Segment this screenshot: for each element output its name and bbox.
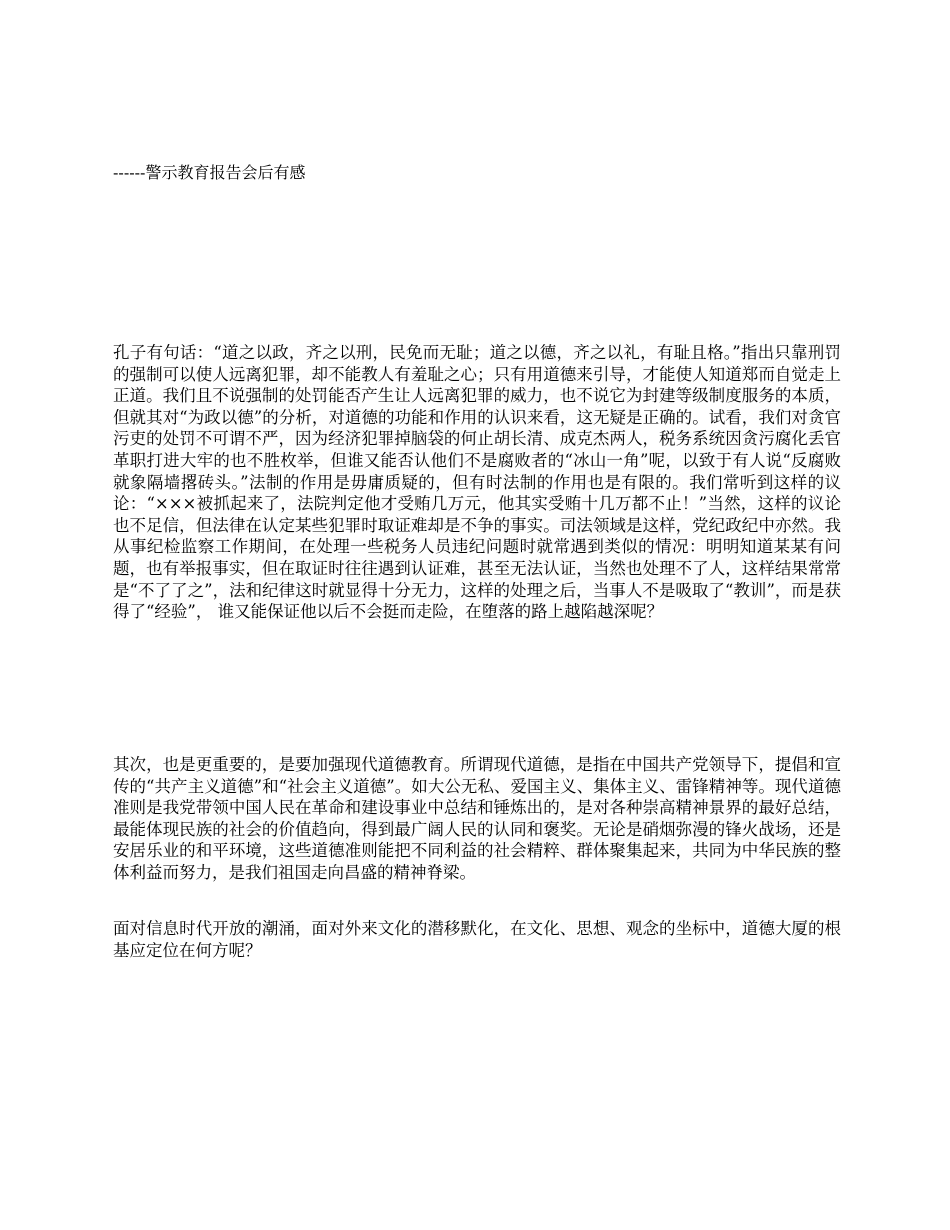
document-subtitle: ------警示教育报告会后有感 [113, 163, 306, 182]
paragraph-confucius-quote: 孔子有句话：“道之以政，齐之以刑，民免而无耻；道之以德，齐之以礼，有耻且格。”指出只靠刑罚的强制可以使人远离犯罪，却不能教人有羞耻之心；只有用道德来引导，才能使人知道郑而自觉走上正道。我们且不说强制的处罚能否产生让人远离犯罪的威力，也不说它为封建等级制度服务的本质，但就其对“为政以德”的分析，对道德的功能和作用的认识来看，这无疑是正确的。试看，我们对贪官污吏的处罚不可谓不严，因为经济犯罪掉脑袋的何止胡长清、成克杰两人，税务系统因贪污腐化丢官革职打进大牢的也不胜枚举，但谁又能否认他们不是腐败者的“冰山一角”呢，以致于有人说“反腐败就象隔墙撂砖头。”法制的作用是毋庸质疑的，但有时法制的作用也是有限的。我们常听到这样的议论：“×××被抓起来了，法院判定他才受贿几万元，他其实受贿十几万都不止！”当然，这样的议论也不足信，但法律在认定某些犯罪时取证难却是不争的事实。司法领域是这样，党纪政纪中亦然。我从事纪检监察工作期间，在处理一些税务人员违纪问题时就常遇到类似的情况：明明知道某某有问题，也有举报事实，但在取证时往往遇到认证难，甚至无法认证，当然也处理不了人，这样结果常常是“不了了之”，法和纪律这时就显得十分无力，这样的处理之后，当事人不是吸取了“教训”，而是获得了“经验”， 谁又能保证他以后不会挺而走险，在堕落的路上越陷越深呢？ [113, 343, 841, 622]
paragraph-information-age: 面对信息时代开放的潮涌，面对外来文化的潜移默化，在文化、思想、观念的坐标中，道德大厦的根基应定位在何方呢？ [113, 919, 841, 960]
paragraph-modern-morality: 其次，也是更重要的，是要加强现代道德教育。所谓现代道德，是指在中国共产党领导下，提倡和宣传的“共产主义道德”和“社会主义道德”。如大公无私、爱国主义、集体主义、雷锋精神等。现代道德准则是我党带领中国人民在革命和建设事业中总结和锤炼出的，是对各种崇高精神景界的最好总结，最能体现民族的社会的价值趋向，得到最广阔人民的认同和褒奖。无论是硝烟弥漫的锋火战场，还是安居乐业的和平环境，这些道德准则能把不同利益的社会精粹、群体聚集起来，共同为中华民族的整体利益而努力，是我们祖国走向昌盛的精神脊梁。 [113, 755, 841, 882]
